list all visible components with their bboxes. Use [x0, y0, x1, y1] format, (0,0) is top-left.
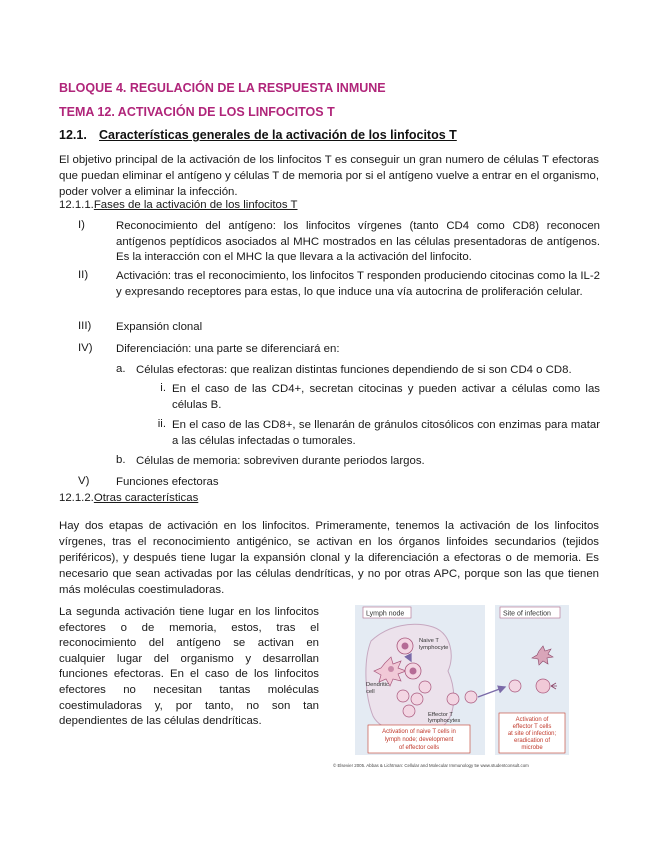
- phase-text: Diferenciación: una parte se diferenciará en:: [116, 343, 340, 355]
- diff-b-label: b.: [116, 454, 126, 466]
- diff-i-text: En el caso de las CD4+, secretan citocinas y pueden activar a células como las células B.: [172, 383, 600, 411]
- diff-b-text: Células de memoria: sobreviven durante periodos largos.: [136, 455, 425, 467]
- subsection-number: 12.1.2.: [59, 492, 94, 504]
- second-activation-paragraph: La segunda activación tiene lugar en los linfocitos efectores o de memoria, estos, tras el reconocimiento del antígeno se activan en cualquier lugar del organismo y desarrollan funciones efectoras. En el caso de los linfocitos efectores no necesitan tantas moléculas coestimuladoras y, por tanto, no son tan dependientes de las células dendríticas.: [59, 606, 319, 728]
- activation-paragraph: Hay dos etapas de activación en los linfocitos. Primeramente, tenemos la activación de los linfocitos vírgenes, tras el reconocimiento antigénico, se activan en los órganos linfoides secundarios (tejidos periféricos), y después tiene lugar la expansión clonal y la diferenciación a efectoras o de memoria. Es necesario que sean activadas por las células dendríticas, y no por otras APC, porque son las que tienen más moléculas coestimuladoras.: [59, 520, 599, 596]
- naive-t-nucleus: [402, 643, 409, 650]
- dendritic-nucleus: [388, 666, 394, 672]
- caption-right-3: at site of infection;: [507, 731, 557, 737]
- effector-label-2: lymphocytes: [428, 718, 461, 724]
- figure-copyright: © Elsevier 2005. Abbas & Lichtman: Cellular and Molecular Immunology 5e www.studentconsult.com: [333, 763, 529, 768]
- proliferating-cell: [403, 705, 415, 717]
- effector-t-cell: [465, 691, 477, 703]
- phase-number: I): [78, 219, 85, 231]
- proliferating-cell: [419, 681, 431, 693]
- caption-right-1: Activation of: [515, 717, 549, 723]
- section-number: 12.1.: [59, 128, 87, 142]
- diff-a-text: Células efectoras: que realizan distintas funciones dependiendo de si son CD4 o CD8.: [136, 364, 572, 376]
- t-cell-activation-figure: [333, 601, 608, 773]
- subsection-title: Fases de la activación de los linfocitos T: [93, 199, 298, 211]
- subsection-heading-1: [59, 199, 298, 211]
- phase-number: III): [78, 320, 92, 332]
- effector-label-1: Effector T: [428, 712, 453, 718]
- phase-number: IV): [78, 342, 93, 354]
- diff-a-label: a.: [116, 363, 126, 375]
- caption-left-3: of effector cells: [398, 745, 440, 751]
- topic-heading: TEMA 12. ACTIVACIÓN DE LOS LINFOCITOS T: [59, 105, 335, 119]
- diff-ii-label: ii.: [157, 418, 166, 430]
- effector-t-cell: [447, 693, 459, 705]
- proliferating-cell: [411, 693, 423, 705]
- infection-label: Site of infection: [503, 610, 551, 618]
- subsection-heading-2: [59, 492, 198, 504]
- naive-label-2: lymphocyte: [419, 645, 449, 651]
- proliferating-cell: [397, 690, 409, 702]
- diff-ii-text: En el caso de las CD8+, se llenarán de gránulos citosólicos con enzimas para matar a las células infectadas o tumorales.: [172, 419, 600, 447]
- phase-text: Expansión clonal: [116, 321, 203, 333]
- intro-paragraph: El objetivo principal de la activación de los linfocitos T es conseguir un gran numero de células T efectoras que puedan eliminar el antígeno y células T de memoria por si el antígeno vuelve a entrar en el organismo, poder volver a eliminar la infección.: [59, 154, 599, 198]
- caption-left-1: Activation of naive T cells in: [382, 729, 456, 735]
- activated-t-nucleus: [410, 668, 417, 675]
- phase-number: II): [78, 269, 89, 281]
- subsection-title: Otras características: [93, 492, 199, 504]
- caption-left-2: lymph node; development: [384, 737, 454, 743]
- section-heading: [59, 128, 457, 142]
- block-heading: BLOQUE 4. REGULACIÓN DE LA RESPUESTA INMUNE: [59, 81, 386, 95]
- lymph-node-label: Lymph node: [366, 610, 405, 618]
- caption-right-2: effector T cells: [512, 724, 552, 730]
- dendritic-label-2: cell: [366, 689, 375, 695]
- section-title: Características generales de la activación de los linfocitos T: [99, 128, 457, 142]
- effector-t-cell-site: [509, 680, 521, 692]
- phase-text: Activación: tras el reconocimiento, los linfocitos T responden produciendo citocinas como la IL-2 y expresando receptores para estas, lo que induce una vía autocrina de proliferación celular.: [116, 270, 600, 298]
- caption-right-4: eradication of: [513, 738, 551, 744]
- subsection-number: 12.1.1.: [59, 199, 94, 211]
- infected-cell: [536, 679, 550, 693]
- phase-text: Funciones efectoras: [116, 476, 219, 488]
- diff-i-label: i.: [160, 382, 166, 394]
- caption-right-5: microbe: [521, 745, 543, 751]
- naive-label-1: Naive T: [419, 638, 439, 644]
- phase-text: Reconocimiento del antígeno: los linfocitos vírgenes (tanto CD4 como CD8) reconocen antígenos peptídicos asociados al MHC mostrados en las células presentadoras de antígenos. Es la interacción con el MHC la que llevara a la activación del linfocito.: [116, 220, 600, 263]
- dendritic-label-1: Dendritic: [366, 682, 389, 688]
- phase-number: V): [78, 475, 90, 487]
